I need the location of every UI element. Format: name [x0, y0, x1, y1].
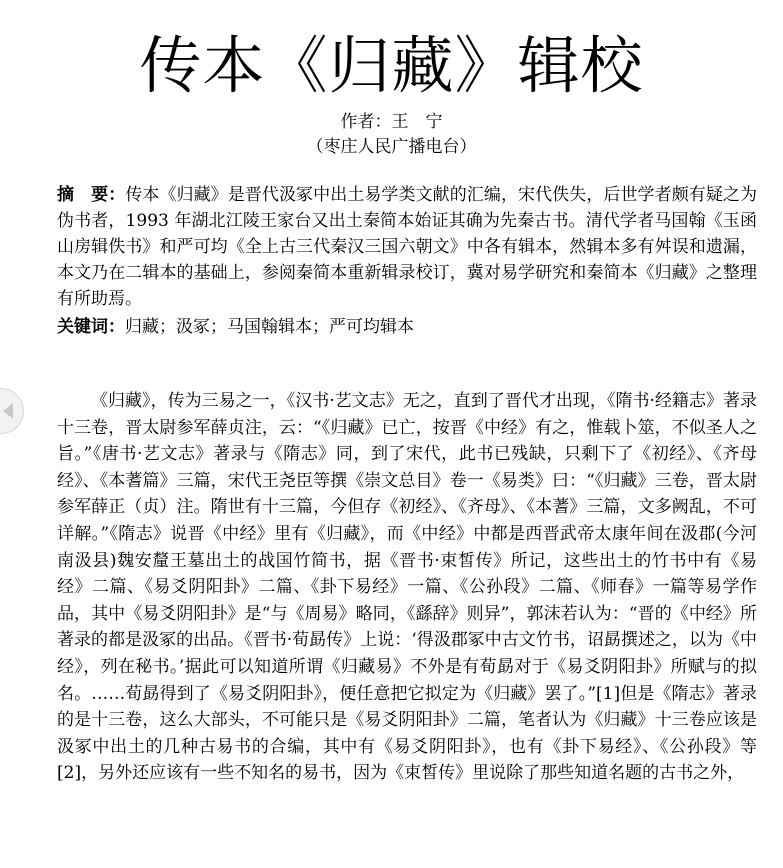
- prev-page-button[interactable]: [0, 388, 24, 434]
- abstract: [57, 182, 757, 312]
- abstract-text: 传本《归藏》是晋代汲冢中出土易学类文献的汇编，宋代佚失，后世学者颇有疑之为伪书者，1993 年湖北江陵王家台又出土秦简本始证其确为先秦古书。清代学者马国翰《玉函山房辑佚书》和严可均《全上古三代秦汉三国六朝文》中各有辑本，然辑本多有舛误和遗漏，本文乃在二辑本的基础上，参阅秦简本重新辑录校订，冀对易学研究和秦简本《归藏》之整理有所助焉。: [57, 185, 758, 309]
- body-paragraph: 《归藏》，传为三易之一，《汉书·艺文志》无之，直到了晋代才出现，《隋书·经籍志》著录十三卷，晋太尉参军薛贞注，云：“《归藏》已亡，按晋《中经》有之，惟载卜筮，不似圣人之旨。”《唐书·艺文志》著录与《隋志》同，到了宋代，此书已残缺，只剩下了《初经》、《齐母经》、《本蓍篇》三篇，宋代王尧臣等撰《崇文总目》卷一《易类》曰：“《归藏》三卷，晋太尉参军薛正（贞）注。隋世有十三篇，今但存《初经》、《齐母》、《本蓍》三篇，文多阙乱，不可详解。”《隋志》说晋《中经》里有《归藏》，而《中经》中都是西晋武帝太康年间在汲郡(今河南汲县)魏安釐王墓出土的战国竹简书，据《晋书·束皙传》所记，这些出土的竹书中有《易经》二篇、《易爻阴阳卦》二篇、《卦下易经》一篇、《公孙段》二篇、《师春》一篇等易学作品，其中《易爻阴阳卦》是“与《周易》略同，《繇辞》则异”，郭沫若认为：“晋的《中经》所著录的都是汲冢的出品。《晋书·荀勗传》上说：‘得汲郡冢中古文竹书，诏勗撰述之，以为《中经》，列在秘书。’据此可以知道所谓《归藏易》不外是有荀勗对于《易爻阴阳卦》所赋与的拟名。……荀勗得到了《易爻阴阳卦》，便任意把它拟定为《归藏》罢了。”[1]但是《隋志》著录的是十三卷，这么大部头，不可能只是《易爻阴阳卦》二篇，笔者认为《归藏》十三卷应该是汲冢中出土的几种古易书的合编，其中有《易爻阴阳卦》，也有《卦下易经》、《公孙段》等[2]，另外还应该有一些不知名的易书，因为《束皙传》里说除了那些知道名题的古书之外，: [57, 391, 757, 784]
- keywords-label: 关键词：: [57, 317, 125, 337]
- keywords: [57, 314, 757, 340]
- author-affiliation: （枣庄人民广播电台）: [306, 137, 477, 157]
- document-title: 传本《归藏》辑校: [139, 29, 644, 102]
- chevron-left-icon: [1, 402, 15, 420]
- abstract-label: 摘 要：: [57, 185, 126, 205]
- keywords-text: 归藏；汲冢；马国翰辑本；严可均辑本: [125, 317, 414, 337]
- author-line: 作者：王 宁: [340, 112, 443, 132]
